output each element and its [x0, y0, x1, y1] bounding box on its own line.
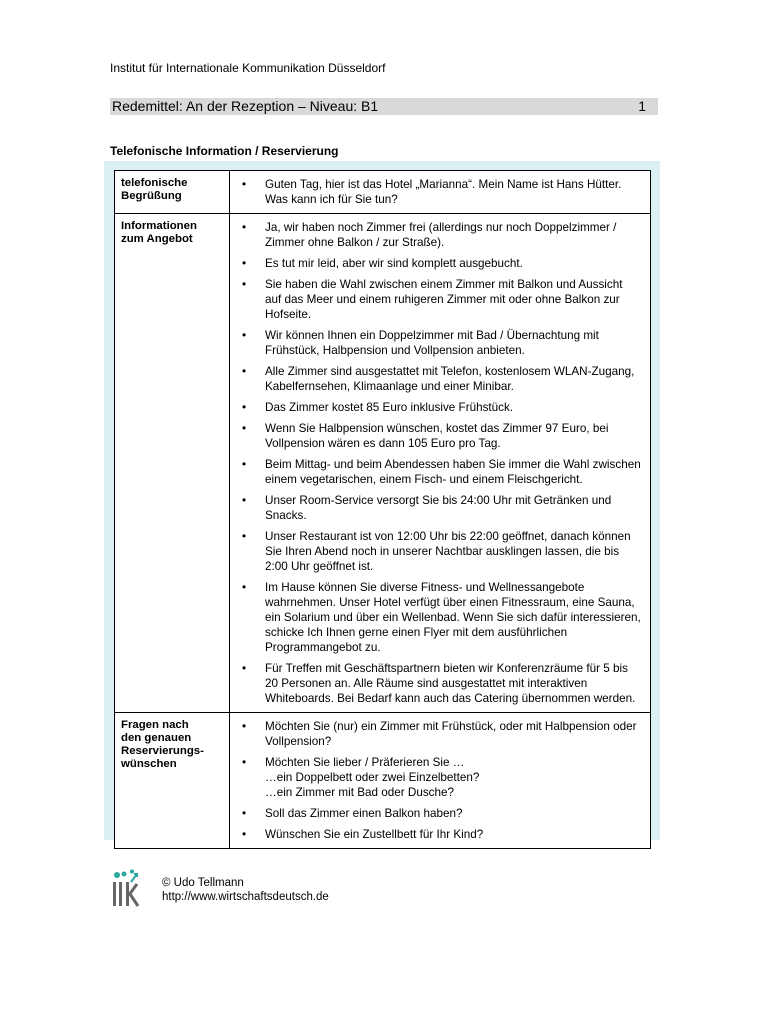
bullet-icon: •	[242, 807, 247, 820]
document-title: Redemittel: An der Rezeption – Niveau: B1	[112, 98, 379, 114]
row-content	[230, 713, 651, 849]
bullet-icon: •	[242, 221, 247, 234]
phrase-text: Soll das Zimmer einen Balkon haben?	[265, 807, 463, 820]
copyright: © Udo Tellmann	[162, 877, 244, 889]
bullet-icon: •	[242, 720, 247, 733]
row-content	[230, 171, 651, 214]
page-number: 1	[638, 98, 646, 114]
phrase-text: Wir können Ihnen ein Doppelzimmer mit Bad / Übernachtung mit Frühstück, Halbpension und Vollpension anbieten.	[265, 329, 599, 357]
bullet-icon: •	[242, 662, 247, 675]
list-item	[230, 277, 646, 322]
phrase-text: Alle Zimmer sind ausgestattet mit Telefon, kostenlosem WLAN-Zugang, Kabelfernsehen, Klimaanlage und einer Minibar.	[265, 365, 635, 393]
title-bar	[110, 98, 658, 115]
row-label: Informationen zum Angebot	[115, 214, 230, 713]
list-item	[230, 827, 646, 842]
bullet-icon: •	[242, 458, 247, 471]
phrase-list	[230, 220, 646, 706]
list-item	[230, 719, 646, 749]
list-item	[230, 400, 646, 415]
phrase-text: Wünschen Sie ein Zustellbett für Ihr Kind?	[265, 828, 484, 841]
phrase-text: Es tut mir leid, aber wir sind komplett ausgebucht.	[265, 257, 523, 270]
list-item	[230, 421, 646, 451]
list-item	[230, 493, 646, 523]
bullet-icon: •	[242, 178, 247, 191]
phrase-text: Guten Tag, hier ist das Hotel „Marianna“. Mein Name ist Hans Hütter. Was kann ich für Sie tun?	[265, 178, 622, 206]
row-content	[230, 214, 651, 713]
phrase-text: Wenn Sie Halbpension wünschen, kostet das Zimmer 97 Euro, bei Vollpension wären es dann 105 Euro pro Tag.	[265, 422, 609, 450]
list-item	[230, 256, 646, 271]
bullet-icon: •	[242, 401, 247, 414]
phrase-text: Möchten Sie (nur) ein Zimmer mit Frühstück, oder mit Halbpension oder Vollpension?	[265, 720, 637, 748]
list-item	[230, 457, 646, 487]
phrase-text: Das Zimmer kostet 85 Euro inklusive Frühstück.	[265, 401, 514, 414]
phrase-text: Im Hause können Sie diverse Fitness- und Wellnessangebote wahrnehmen. Unser Hotel verfügt über einen Fitnessraum, eine Sauna, ein Solarium und über ein Wellenbad. Wenn Sie sich dafür interessieren, schicke Ich Ihnen gerne einen Flyer mit dem ausführlichen Programmangebot zu.	[265, 581, 641, 654]
phrase-list	[230, 177, 646, 207]
bullet-icon: •	[242, 365, 247, 378]
phrase-text: Ja, wir haben noch Zimmer frei (allerdings nur noch Doppelzimmer / Zimmer ohne Balkon / zur Straße).	[265, 221, 617, 249]
list-item	[230, 661, 646, 706]
bullet-icon: •	[242, 530, 247, 543]
list-item	[230, 580, 646, 655]
list-item	[230, 755, 646, 800]
phrase-text: Möchten Sie lieber / Präferieren Sie … …ein Doppelbett oder zwei Einzelbetten? …ein Zimmer mit Bad oder Dusche?	[265, 756, 480, 799]
list-item	[230, 806, 646, 821]
bullet-icon: •	[242, 278, 247, 291]
row-label: telefonische Begrüßung	[115, 171, 230, 214]
bullet-icon: •	[242, 494, 247, 507]
bullet-icon: •	[242, 257, 247, 270]
phrase-text: Für Treffen mit Geschäftspartnern bieten wir Konferenzräume für 5 bis 20 Personen an. Alle Räume sind ausgestattet mit interaktiven Whiteboards. Bei Bedarf kann auch das Catering übernommen werden.	[265, 662, 636, 705]
list-item	[230, 529, 646, 574]
bullet-icon: •	[242, 422, 247, 435]
phrase-text: Unser Room-Service versorgt Sie bis 24:00 Uhr mit Getränken und Snacks.	[265, 494, 612, 522]
phrase-text: Beim Mittag- und beim Abendessen haben Sie immer die Wahl zwischen einem vegetarischen, einem Fisch- und einem Fleischgericht.	[265, 458, 641, 486]
website-link[interactable]: http://www.wirtschaftsdeutsch.de	[162, 891, 329, 903]
bullet-icon: •	[242, 828, 247, 841]
institute-name: Institut für Internationale Kommunikation Düsseldorf	[110, 61, 386, 75]
table-row	[115, 214, 651, 713]
bullet-icon: •	[242, 756, 247, 769]
list-item	[230, 220, 646, 250]
list-item	[230, 177, 646, 207]
iik-logo-icon	[110, 868, 150, 908]
section-heading: Telefonische Information / Reservierung	[110, 144, 339, 158]
phrase-list	[230, 719, 646, 842]
list-item	[230, 364, 646, 394]
phrase-text: Unser Restaurant ist von 12:00 Uhr bis 22:00 geöffnet, danach können Sie Ihren Abend noch in unserer Nachtbar ausklingen lassen, die bis 2:00 Uhr geöffnet ist.	[265, 530, 631, 573]
table-row	[115, 171, 651, 214]
phrase-text: Sie haben die Wahl zwischen einem Zimmer mit Balkon und Aussicht auf das Meer und einem ruhigeren Zimmer mit oder ohne Balkon zur Hofseite.	[265, 278, 623, 321]
footer	[110, 868, 410, 908]
table-row	[115, 713, 651, 849]
list-item	[230, 328, 646, 358]
row-label: Fragen nach den genauen Reservierungs- wünschen	[115, 713, 230, 849]
bullet-icon: •	[242, 329, 247, 342]
bullet-icon: •	[242, 581, 247, 594]
phrases-table	[114, 170, 651, 849]
